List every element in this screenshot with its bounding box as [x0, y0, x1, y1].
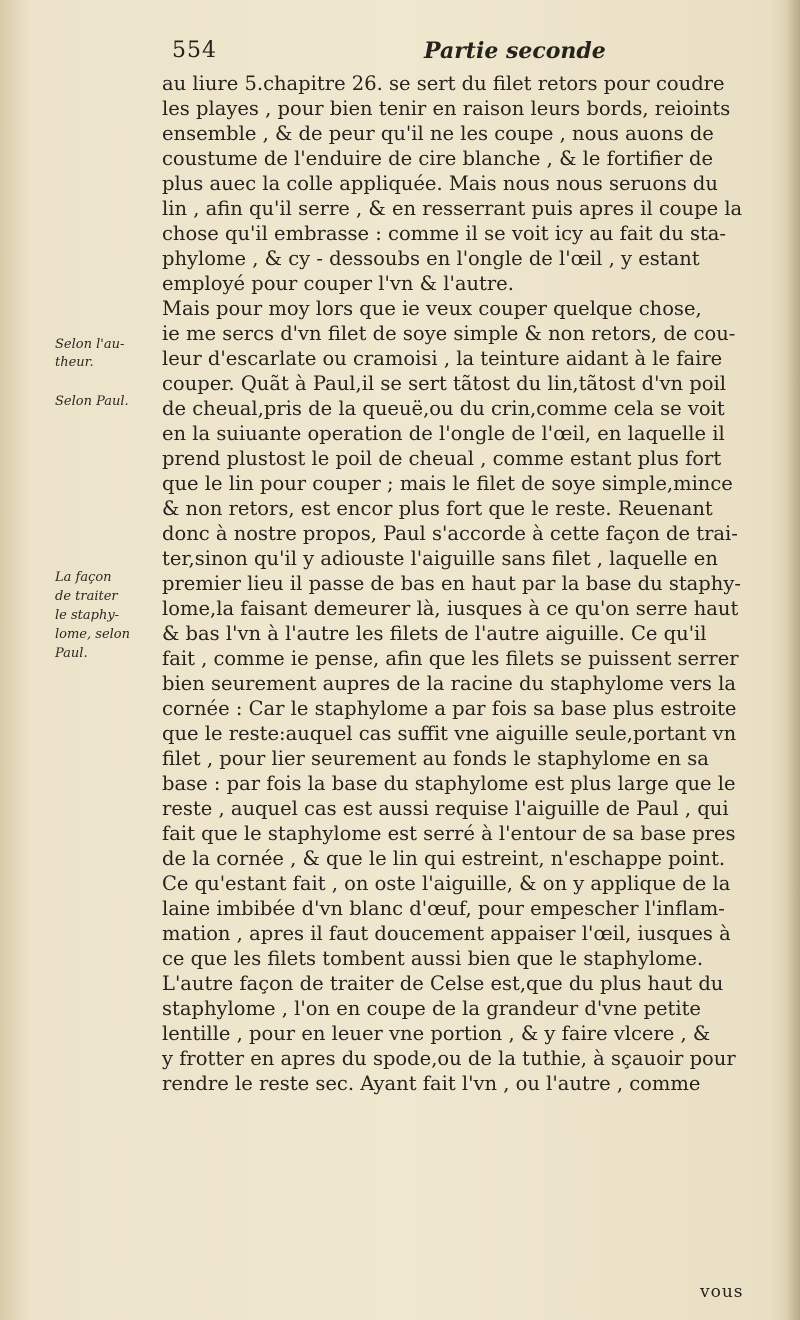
- text-line: les playes , pour bien tenir en raison leurs bords, reioints: [162, 97, 731, 120]
- text-line: & non retors, est encor plus fort que le reste. Reuenant: [162, 497, 713, 520]
- margin-note-line: Selon Paul.: [55, 394, 129, 409]
- text-line: Ce qu'estant fait , on oste l'aiguille, & on y applique de la: [162, 872, 731, 895]
- text-line: couper. Quãt à Paul,il se sert tãtost du lin,tãtost d'vn poil: [162, 372, 726, 395]
- text-line: mation , apres il faut doucement appaiser l'œil, iusques à: [162, 922, 731, 945]
- text-line: bien seurement aupres de la racine du staphylome vers la: [162, 672, 736, 695]
- text-line: lome,la faisant demeurer là, iusques à ce qu'on serre haut: [162, 597, 739, 620]
- text-line: laine imbibée d'vn blanc d'œuf, pour empescher l'inflam-: [162, 897, 725, 920]
- text-line: de cheual,pris de la queuë,ou du crin,comme cela se voit: [162, 397, 725, 420]
- text-line: leur d'escarlate ou cramoisi , la teinture aidant à le faire: [162, 347, 723, 370]
- margin-note-line: La façon: [55, 570, 112, 585]
- text-line: que le reste:auquel cas suffit vne aiguille seule,portant vn: [162, 722, 737, 745]
- text-line: ensemble , & de peur qu'il ne les coupe , nous auons de: [162, 122, 714, 145]
- text-line: fait que le staphylome est serré à l'entour de sa base pres: [162, 822, 736, 845]
- text-line: & bas l'vn à l'autre les filets de l'autre aiguille. Ce qu'il: [162, 622, 707, 645]
- page-edge-shadow: [786, 0, 800, 1320]
- text-line: fait , comme ie pense, afin que les filets se puissent serrer: [162, 647, 739, 670]
- text-line: Mais pour moy lors que ie veux couper quelque chose,: [162, 297, 702, 320]
- text-line: cornée : Car le staphylome a par fois sa base plus estroite: [162, 697, 737, 720]
- text-line: prend plustost le poil de cheual , comme estant plus fort: [162, 447, 722, 470]
- text-line: de la cornée , & que le lin qui estreint, n'eschappe point.: [162, 847, 726, 870]
- text-line: coustume de l'enduire de cire blanche , & le fortifier de: [162, 147, 714, 170]
- text-line: reste , auquel cas est aussi requise l'aiguille de Paul , qui: [162, 797, 729, 820]
- page-number: 554: [172, 38, 217, 63]
- running-title: Partie seconde: [424, 38, 606, 64]
- catchword: vous: [700, 1282, 744, 1302]
- text-line: ce que les filets tombent aussi bien que le staphylome.: [162, 947, 704, 970]
- text-line: premier lieu il passe de bas en haut par la base du staphy-: [162, 572, 741, 595]
- text-line: y frotter en apres du spode,ou de la tuthie, à sçauoir pour: [162, 1047, 736, 1070]
- text-line: chose qu'il embrasse : comme il se voit icy au fait du sta-: [162, 222, 727, 245]
- text-line: au liure 5.chapitre 26. se sert du filet retors pour coudre: [162, 72, 725, 95]
- text-line: staphylome , l'on en coupe de la grandeur d'vne petite: [162, 997, 701, 1020]
- margin-note-line: Paul.: [55, 646, 88, 661]
- text-line: base : par fois la base du staphylome est plus large que le: [162, 772, 736, 795]
- text-line: employé pour couper l'vn & l'autre.: [162, 272, 514, 295]
- text-line: phylome , & cy - dessoubs en l'ongle de l'œil , y estant: [162, 247, 700, 270]
- text-line: filet , pour lier seurement au fonds le staphylome en sa: [162, 747, 709, 770]
- text-line: plus auec la colle appliquée. Mais nous nous seruons du: [162, 172, 718, 195]
- text-line: en la suiuante operation de l'ongle de l'œil, en laquelle il: [162, 422, 725, 445]
- text-line: que le lin pour couper ; mais le filet de soye simple,mince: [162, 472, 733, 495]
- text-line: L'autre façon de traiter de Celse est,que du plus haut du: [162, 972, 724, 995]
- text-line: rendre le reste sec. Ayant fait l'vn , ou l'autre , comme: [162, 1072, 701, 1095]
- text-line: ter,sinon qu'il y adiouste l'aiguille sans filet , laquelle en: [162, 547, 718, 570]
- margin-note-line: lome, selon: [55, 627, 130, 642]
- page-header: [170, 38, 780, 72]
- margin-note-line: Selon l'au-: [55, 337, 125, 352]
- margin-note-line: theur.: [55, 355, 94, 370]
- text-line: lentille , pour en leuer vne portion , & y faire vlcere , &: [162, 1022, 711, 1045]
- text-line: ie me sercs d'vn filet de soye simple & non retors, de cou-: [162, 322, 736, 345]
- margin-note-line: le staphy-: [55, 608, 120, 623]
- margin-note-line: de traiter: [55, 589, 118, 604]
- text-line: lin , afin qu'il serre , & en resserrant puis apres il coupe la: [162, 197, 743, 220]
- text-line: donc à nostre propos, Paul s'accorde à cette façon de trai-: [162, 522, 738, 545]
